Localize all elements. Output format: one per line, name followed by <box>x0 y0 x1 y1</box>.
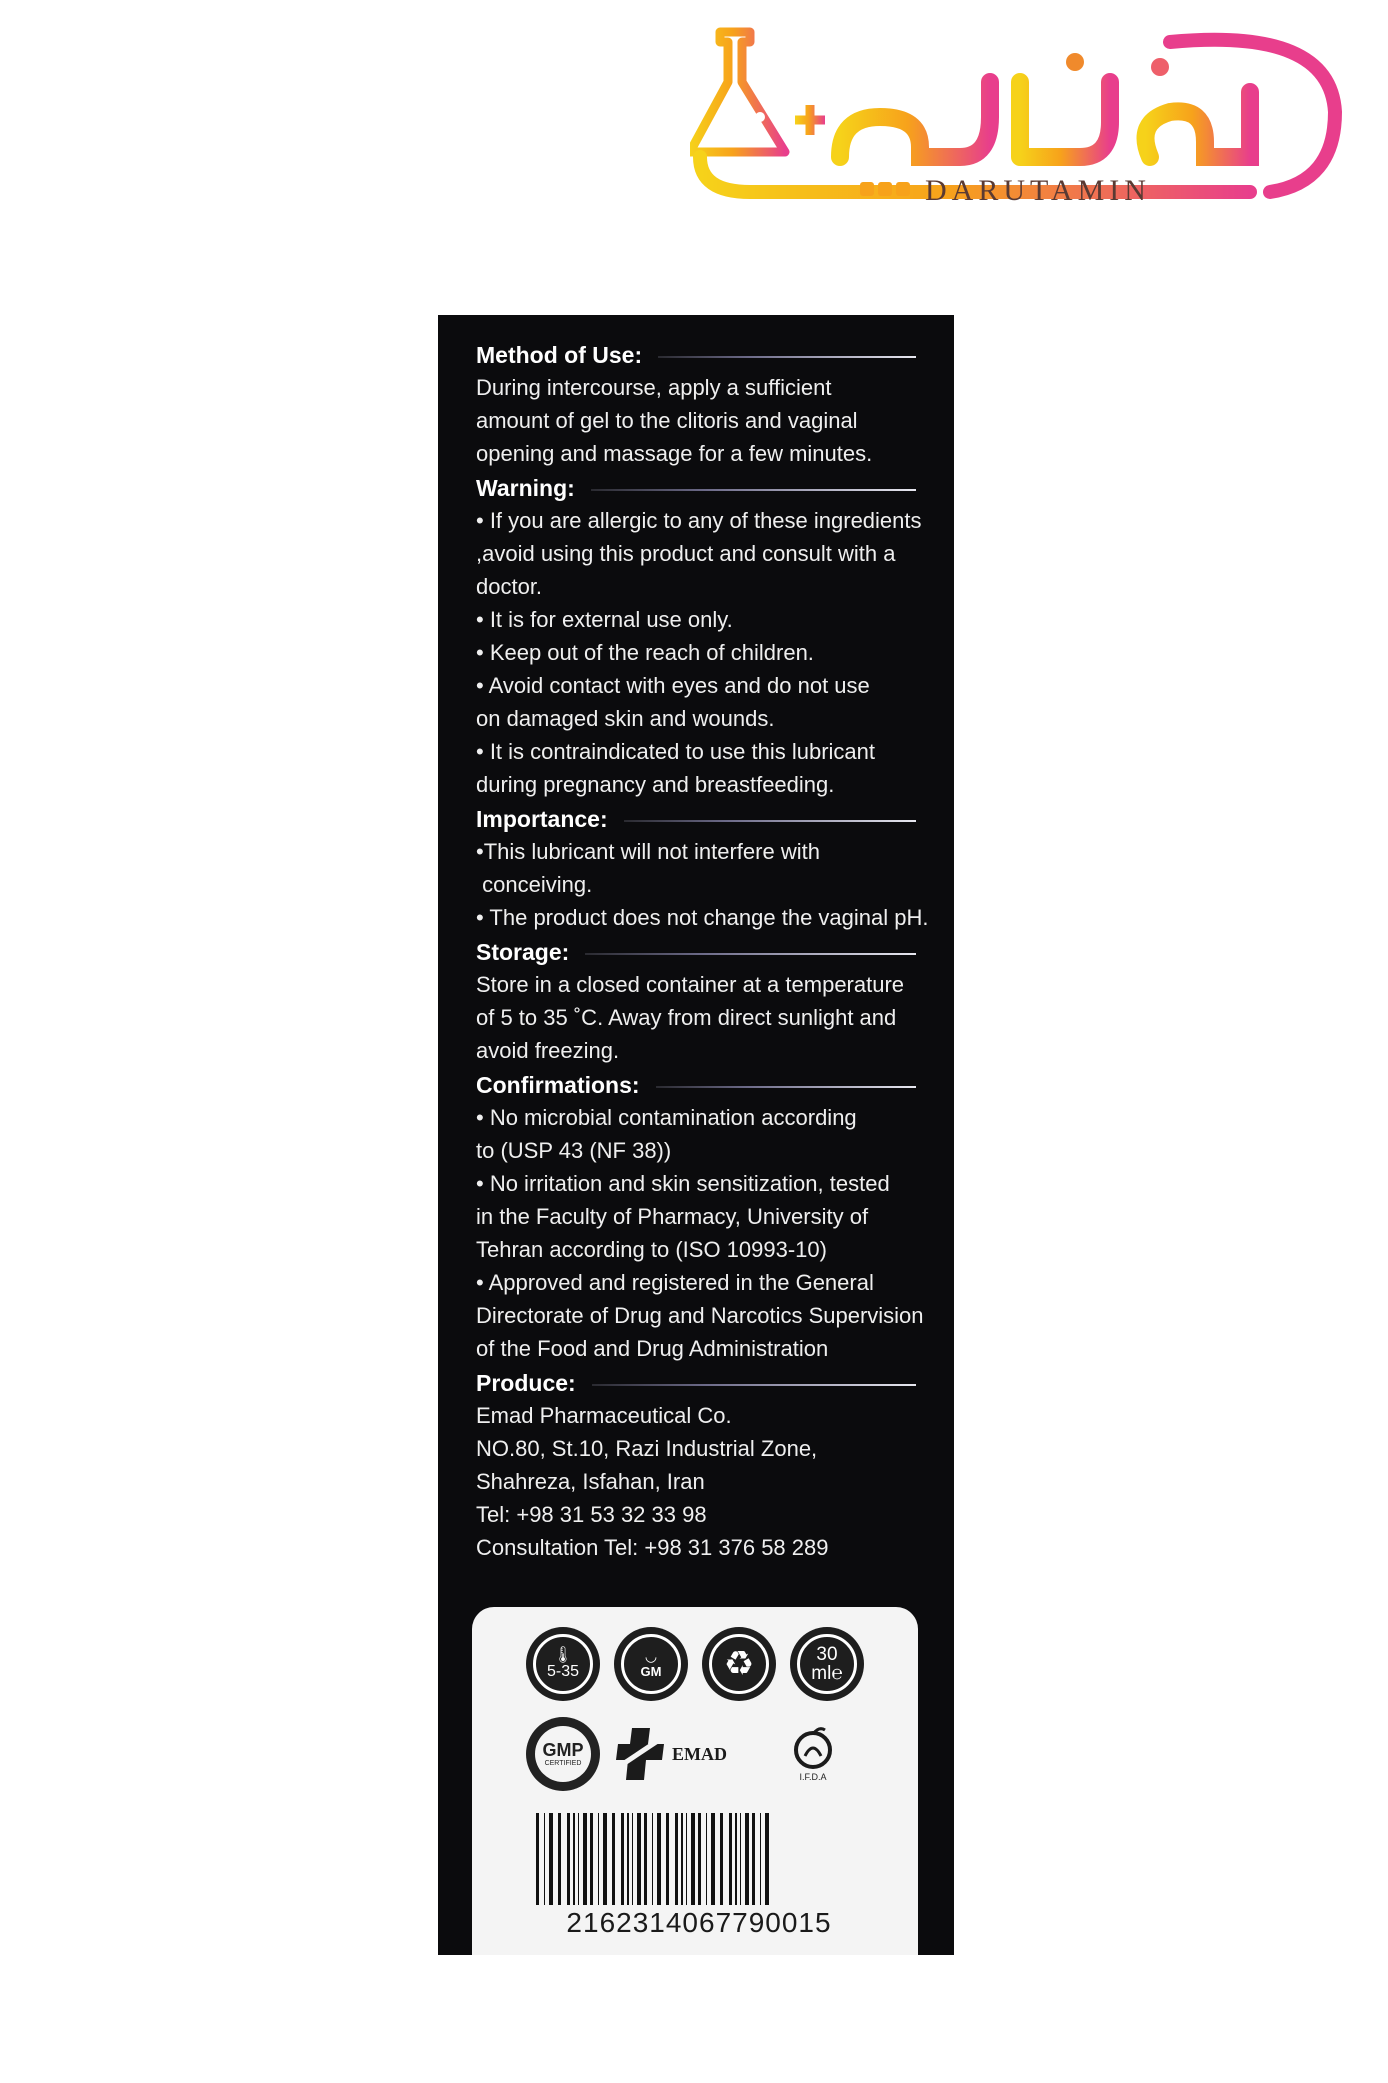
instruction-line: amount of gel to the clitoris and vaginal <box>476 408 858 433</box>
instruction-line: • Approved and registered in the General <box>476 1270 874 1295</box>
emad-logo-text: EMAD <box>672 1743 727 1764</box>
barcode-bar <box>536 1813 539 1905</box>
barcode-bar <box>612 1813 615 1905</box>
instruction-line: doctor. <box>476 574 543 599</box>
certifications-row <box>526 1717 858 1791</box>
heading-rule <box>656 1086 916 1088</box>
barcode-bar <box>765 1813 769 1905</box>
instruction-line: Store in a closed container at a temperature <box>476 972 905 997</box>
barcode-bar <box>583 1813 587 1905</box>
barcode-bar <box>644 1813 647 1905</box>
section-heading-text: Importance: <box>476 806 608 832</box>
section-heading-text: Confirmations: <box>476 1072 640 1098</box>
barcode-bar <box>686 1813 687 1905</box>
section-heading-text: Warning: <box>476 475 575 501</box>
barcode-bar <box>573 1813 575 1905</box>
barcode-bar <box>706 1813 707 1905</box>
barcode-bar <box>740 1813 741 1905</box>
barcode-bar <box>657 1813 661 1905</box>
section-heading <box>476 936 916 968</box>
barcode-bar <box>627 1813 629 1905</box>
barcode-bar <box>590 1813 593 1905</box>
instruction-line: • No irritation and skin sensitization, tested <box>476 1171 890 1196</box>
barcode-bar <box>691 1813 695 1905</box>
instruction-line: • Avoid contact with eyes and do not use <box>476 673 870 698</box>
open-jar-icon: ◡ GM <box>614 1627 688 1701</box>
darutamin-logo <box>690 22 1350 212</box>
section-heading <box>476 1367 916 1399</box>
instruction-line: of 5 to 35 ˚C. Away from direct sunlight and <box>476 1005 897 1030</box>
heading-rule <box>624 820 916 822</box>
ifda-logo-icon <box>768 1717 858 1791</box>
barcode-number: 2162314067790015 <box>566 1907 832 1938</box>
instruction-line: Tehran according to (ISO 10993-10) <box>476 1237 827 1262</box>
instruction-line: • It is contraindicated to use this lubricant <box>476 739 876 764</box>
volume-number: 30 <box>816 1644 838 1665</box>
barcode-bar <box>745 1813 749 1905</box>
barcode-bar <box>666 1813 669 1905</box>
volume-icon <box>790 1627 864 1701</box>
recycle-icon: ♻ <box>702 1627 776 1701</box>
barcode-bar <box>621 1813 624 1905</box>
instruction-line: • It is for external use only. <box>476 607 733 632</box>
barcode-bar <box>735 1813 737 1905</box>
instruction-line: opening and massage for a few minutes. <box>476 441 873 466</box>
instruction-line: during pregnancy and breastfeeding. <box>476 772 835 797</box>
section-heading <box>476 1069 916 1101</box>
instruction-line: • The product does not change the vaginal pH. <box>476 905 929 930</box>
instruction-line: NO.80, St.10, Razi Industrial Zone, <box>476 1436 818 1461</box>
barcode-bar <box>578 1813 579 1905</box>
instruction-line: • If you are allergic to any of these ingredients <box>476 508 922 533</box>
gmp-text: GMP <box>542 1739 584 1760</box>
instruction-line: During intercourse, apply a sufficient <box>476 375 832 400</box>
barcode-bar <box>711 1813 715 1905</box>
heading-rule <box>585 953 916 955</box>
barcode-bar <box>652 1813 653 1905</box>
instruction-line: • No microbial contamination according <box>476 1105 857 1130</box>
temperature-range: 5-35 <box>546 1663 580 1680</box>
instruction-line: • Keep out of the reach of children. <box>476 640 814 665</box>
instruction-line: to (USP 43 (NF 38)) <box>476 1138 672 1163</box>
instruction-line: avoid freezing. <box>476 1038 620 1063</box>
heading-rule <box>658 356 916 358</box>
barcode-bar <box>637 1813 641 1905</box>
instructions-text <box>476 337 929 1564</box>
section-heading-text: Produce: <box>476 1370 576 1396</box>
barcode-bar <box>558 1813 561 1905</box>
thermometer-icon: 🌡 5-35 <box>526 1627 600 1701</box>
gmp-seal-icon <box>526 1717 600 1791</box>
barcode-bar <box>567 1813 570 1905</box>
instruction-line: Shahreza, Isfahan, Iran <box>476 1469 705 1494</box>
instruction-line: •This lubricant will not interfere with <box>476 839 820 864</box>
heading-rule <box>591 489 916 491</box>
gmp-certified-text: CERTIFIED <box>544 1759 582 1767</box>
section-heading <box>476 803 916 835</box>
barcode-bar <box>760 1813 761 1905</box>
barcode-bar <box>720 1813 723 1905</box>
barcode-bar <box>698 1813 701 1905</box>
barcode-bar <box>603 1813 607 1905</box>
shelf-life-text: GM <box>640 1664 662 1679</box>
product-box-back <box>438 315 954 1955</box>
instruction-line: ,avoid using this product and consult with a <box>476 541 896 566</box>
barcode-bar <box>729 1813 732 1905</box>
barcode-bar <box>675 1813 678 1905</box>
volume-unit: ml℮ <box>811 1663 843 1684</box>
instruction-line: Directorate of Drug and Narcotics Supervision <box>476 1303 924 1328</box>
instruction-line: on damaged skin and wounds. <box>476 706 775 731</box>
instruction-line: Emad Pharmaceutical Co. <box>476 1403 732 1428</box>
section-heading-text: Method of Use: <box>476 342 643 368</box>
instruction-line: Tel: +98 31 53 32 33 98 <box>476 1502 707 1527</box>
emad-logo-icon <box>614 1717 754 1791</box>
barcode <box>534 1813 864 1905</box>
barcode-bar <box>544 1813 545 1905</box>
section-heading-text: Storage: <box>476 939 570 965</box>
logo-latin-text: DARUTAMIN <box>925 174 1151 207</box>
instruction-line: in the Faculty of Pharmacy, University of <box>476 1204 869 1229</box>
heading-rule <box>592 1384 916 1386</box>
symbols-row <box>526 1627 864 1701</box>
section-heading <box>476 472 916 504</box>
barcode-bar <box>681 1813 683 1905</box>
ifda-text: I.F.D.A <box>799 1772 827 1782</box>
product-info-label <box>472 1607 918 1955</box>
barcode-bar <box>598 1813 599 1905</box>
section-heading <box>476 339 916 371</box>
instruction-line: Consultation Tel: +98 31 376 58 289 <box>476 1535 829 1560</box>
barcode-bar <box>549 1813 553 1905</box>
instruction-line: of the Food and Drug Administration <box>476 1336 829 1361</box>
barcode-bar <box>752 1813 755 1905</box>
instruction-line: conceiving. <box>476 872 593 897</box>
barcode-bar <box>632 1813 633 1905</box>
